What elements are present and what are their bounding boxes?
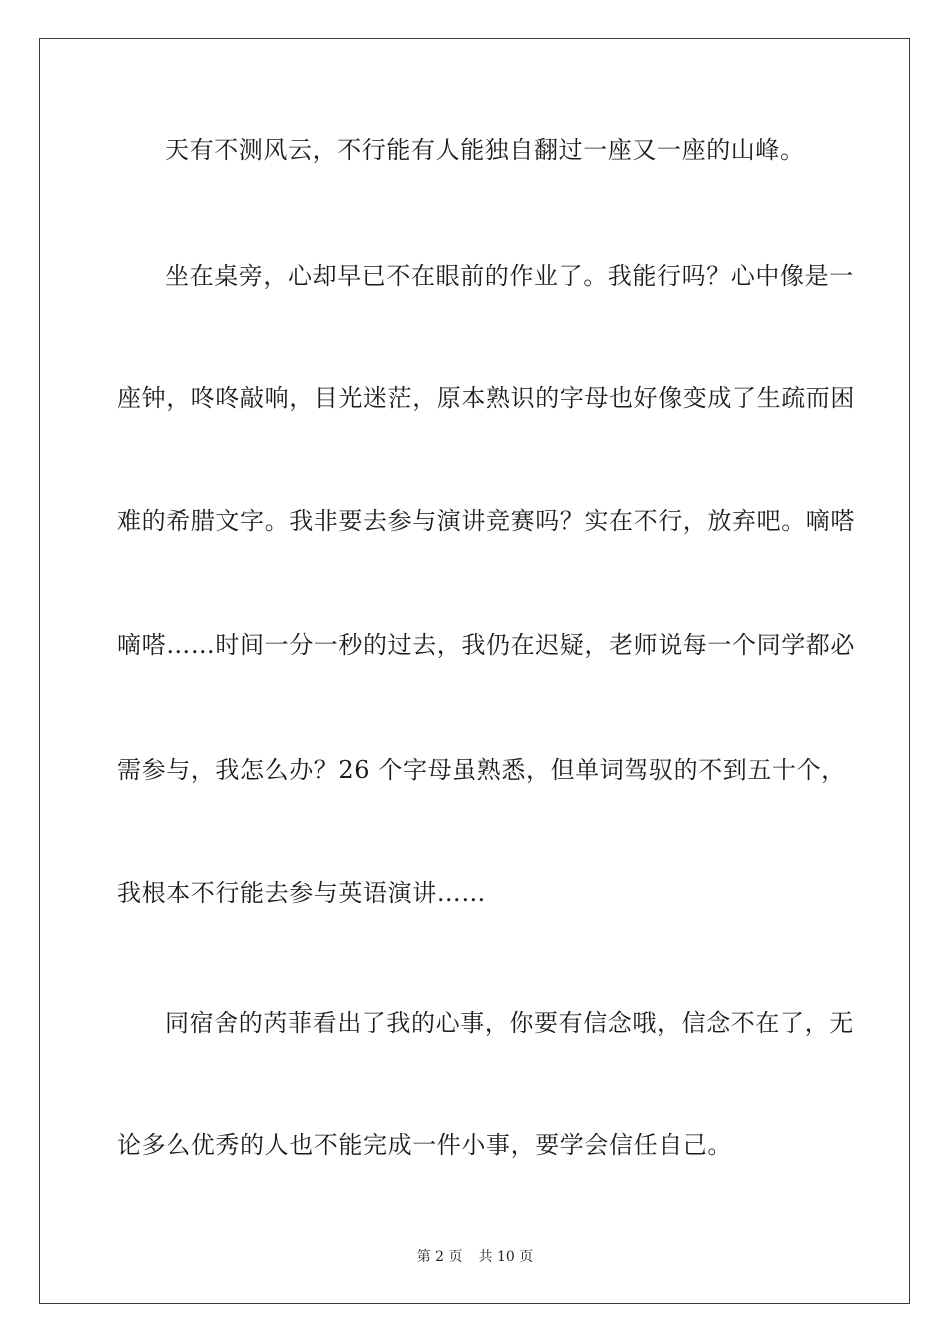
page-border	[39, 38, 910, 1304]
paragraph-line-9: 论多么优秀的人也不能完成一件小事，要学会信任自己。	[117, 1131, 732, 1159]
paragraph-line-4: 难的希腊文字。我非要去参与演讲竞赛吗？实在不行，放弃吧。嘀嗒	[117, 507, 855, 535]
paragraph-line-5: 嘀嗒……时间一分一秒的过去，我仍在迟疑，老师说每一个同学都必	[117, 631, 855, 659]
paragraph-line-1: 天有不测风云，不行能有人能独自翻过一座又一座的山峰。	[165, 136, 805, 164]
paragraph-line-3: 座钟，咚咚敲响，目光迷茫，原本熟识的字母也好像变成了生疏而困	[117, 384, 855, 412]
page-total: 共 10 页	[478, 1249, 534, 1265]
page-footer	[0, 1248, 950, 1266]
paragraph-line-6: 需参与，我怎么办？26 个字母虽熟悉，但单词驾驭的不到五十个，	[117, 756, 846, 784]
page-number: 第 2 页	[416, 1249, 463, 1265]
paragraph-line-8: 同宿舍的芮菲看出了我的心事，你要有信念哦，信念不在了，无	[165, 1009, 854, 1037]
paragraph-line-7: 我根本不行能去参与英语演讲……	[117, 879, 486, 907]
paragraph-line-2: 坐在桌旁，心却早已不在眼前的作业了。我能行吗？心中像是一	[165, 262, 854, 290]
